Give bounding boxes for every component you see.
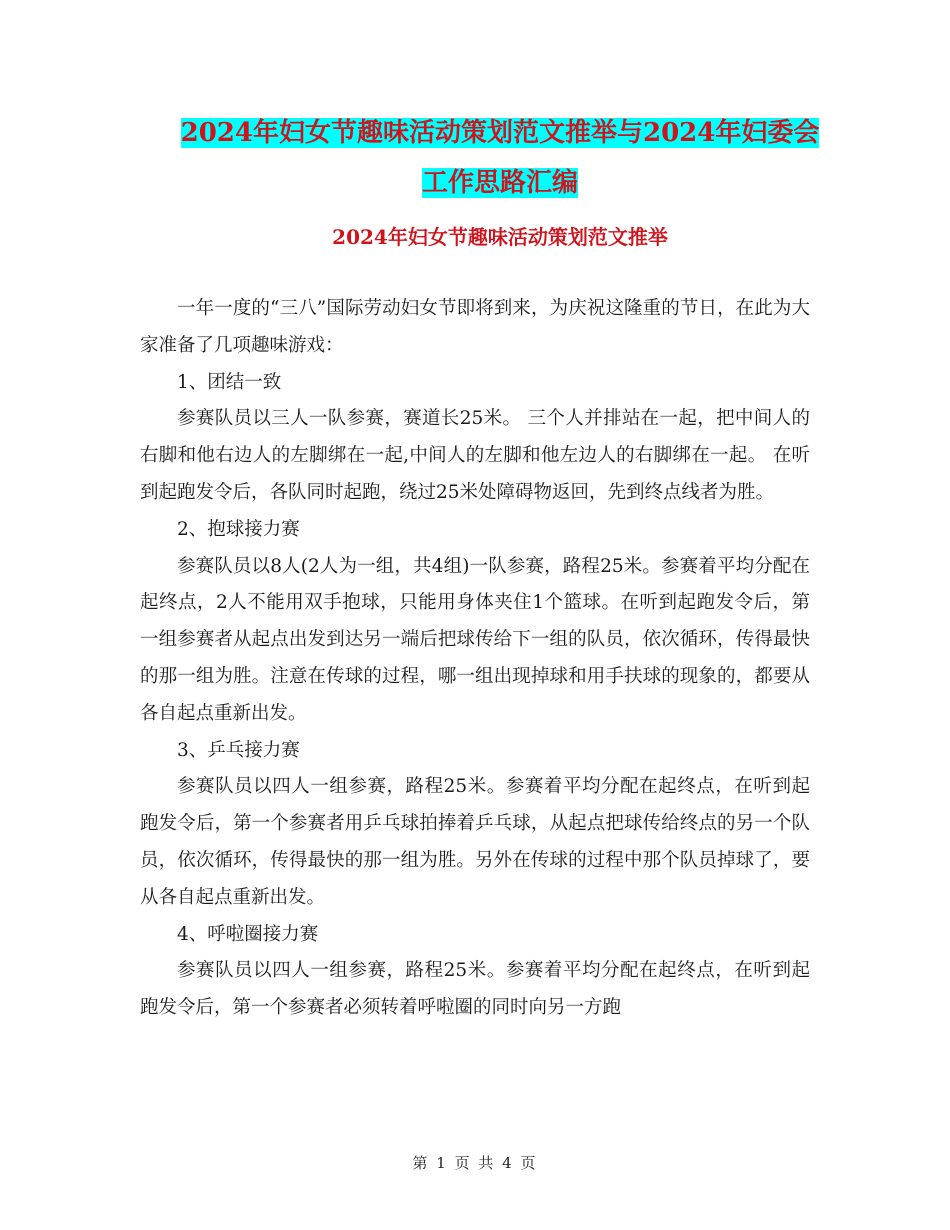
- paragraph-game-4: 参赛队员以四人一组参赛，路程25米。参赛着平均分配在起终点，在听到起跑发令后，第一个参赛者必须转着呼啦圈的同时向另一方跑: [140, 960, 810, 1019]
- document-title-line-2: 工作思路汇编: [421, 168, 578, 198]
- heading-game-2: 2、抱球接力赛: [177, 518, 300, 540]
- document-title: [140, 108, 860, 208]
- section-title: 2024年妇女节趣味活动策划范文推举: [332, 225, 668, 249]
- page-footer: 第 1 页 共 4 页: [412, 1154, 538, 1172]
- heading-game-4: 4、呼啦圈接力赛: [177, 923, 319, 945]
- paragraph-game-2: 参赛队员以8人(2人为一组，共4组)一队参赛，路程25米。参赛着平均分配在起终点，2人不能用双手抱球，只能用身体夹住1个篮球。在听到起跑发令后，第一组参赛者从起点出发到达另一端后把球传给下一组的队员，依次循环，传得最快的那一组为胜。注意在传球的过程，哪一组出现掉球和用手扶球的现象的，都要从各自起点重新出发。: [140, 555, 810, 724]
- heading-game-3: 3、乒乓接力赛: [177, 739, 300, 761]
- document-body: [140, 291, 810, 1027]
- paragraph-intro: 一年一度的“三八”国际劳动妇女节即将到来，为庆祝这隆重的节日，在此为大家准备了几项趣味游戏：: [140, 298, 810, 356]
- paragraph-game-1: 参赛队员以三人一队参赛，赛道长25米。 三个人并排站在一起，把中间人的右脚和他右边人的左脚绑在一起,中间人的左脚和他左边人的右脚绑在一起。 在听到起跑发令后，各队同时起跑，绕过25米处障碍物返回，先到终点线者为胜。: [140, 408, 810, 503]
- paragraph-game-3: 参赛队员以四人一组参赛，路程25米。参赛着平均分配在起终点，在听到起跑发令后，第一个参赛者用乒乓球拍捧着乒乓球，从起点把球传给终点的另一个队员，依次循环，传得最快的那一组为胜。另外在传球的过程中那个队员掉球了，要从各自起点重新出发。: [140, 776, 810, 908]
- document-title-line-1: 2024年妇女节趣味活动策划范文推举与2024年妇委会: [180, 118, 820, 148]
- heading-game-1: 1、团结一致: [177, 371, 282, 393]
